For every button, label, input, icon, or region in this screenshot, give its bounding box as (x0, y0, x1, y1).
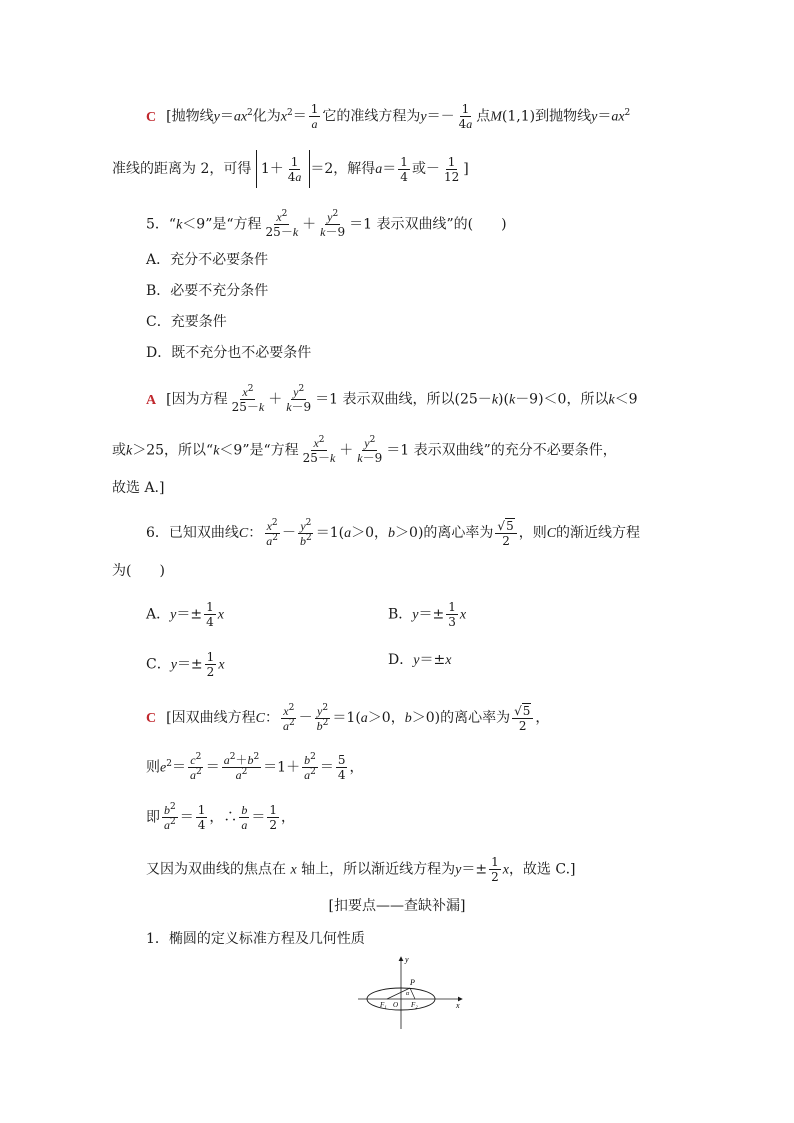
section-title: [扣要点——查缺补漏] (328, 898, 466, 914)
focal-line-2 (410, 988, 415, 999)
q6-solution-line-3: 即 $\frac{b^2}{a^2}$ ＝ $\frac{1}{4}$ ，∴ $\frac{b}{a}$ ＝ $\frac{1}{2}$ ， (146, 802, 296, 832)
q5-stem: 5．“k＜9”是“方程 $\frac{x^2}{25-k}$ ＋ $\frac{y^2}{k-9}$ ＝1 表示双曲线”的( ) (146, 209, 507, 239)
q6-option-b: B．y＝± $\frac{1}{3}$ x (388, 600, 467, 629)
q5-option-b: B．必要不充分条件 (146, 283, 269, 299)
q5-solution-line-2: 或k＞25，所以“k＜9”是“方程 $\frac{x^2}{25-k}$ ＋ $\frac{y^2}{k-9}$ ＝1 表示双曲线”的充分不必要条件， (112, 435, 617, 465)
q4-solution-line-1: C [抛物线$y=ax^2$化为$x^2=$ $\frac{1}{a}$ 它的准线方程为y＝－ $\frac{1}{4a}$ 点M(1,1)到抛物线$y=ax^2$ (146, 102, 631, 131)
q5-option-a: A．充分不必要条件 (146, 252, 269, 268)
answer-letter: C (146, 711, 157, 726)
section-item-1: 1．椭圆的定义标准方程及几何性质 (146, 931, 365, 947)
q5-option-d: D．既不充分也不必要条件 (146, 345, 312, 361)
f2-label: F₂ (411, 1001, 418, 1009)
q5-solution-line-1: A [因为方程 $\frac{x^2}{25-k}$ ＋ $\frac{y^2}{k-9}$ ＝1 表示双曲线，所以(25－k)(k－9)＜0，所以k＜9 (146, 384, 638, 414)
alpha-label: α (406, 991, 410, 997)
ellipse-figure (340, 953, 470, 1033)
y-axis-label: y (405, 955, 409, 964)
q6-stem: 6．已知双曲线C： $\frac{x^2}{a^2}$ － $\frac{y^2}{b^2}$ ＝1(a＞0，b＞0)的离心率为 $\frac{√5}{2}$ ，则C的渐近线方程 (146, 517, 641, 548)
answer-letter: C (146, 109, 157, 125)
q6-option-c: C．y＝± $\frac{1}{2}$ x (146, 650, 225, 679)
q4-solution-line-2: 准线的距离为 2，可得 1＋ $\frac{1}{4a}$ ＝2，解得a＝ $\frac{1}{4}$ 或－ $\frac{1}{12}$ ] (112, 150, 469, 188)
q5-option-c: C．充要条件 (146, 314, 227, 330)
absolute-value: 1＋ $\frac{1}{4a}$ (256, 150, 311, 188)
origin-label: O (393, 1001, 399, 1009)
q6-option-a: A．y＝± $\frac{1}{4}$ x (146, 600, 224, 629)
q6-option-d: D．y＝±x (388, 652, 452, 668)
q5-solution-line-3: 故选 A.] (112, 480, 165, 496)
fraction: $\frac{1}{4a}$ (458, 102, 473, 131)
point-p-label: P (410, 978, 415, 987)
fraction: $\frac{1}{4}$ (400, 154, 408, 184)
fraction: $\frac{1}{a}$ (310, 102, 319, 131)
q6-stem-cont: 为( ) (112, 563, 165, 579)
answer-letter: A (146, 392, 157, 408)
q6-solution-line-4: 又因为双曲线的焦点在 x 轴上，所以渐近线方程为y＝± $\frac{1}{2}$ x，故选 C.] (146, 855, 576, 884)
q6-solution-line-1: C [因双曲线方程C： $\frac{x^2}{a^2}$ － $\frac{y^2}{b^2}$ ＝1(a＞0，b＞0)的离心率为 $\frac{√5}{2}$ ， (146, 702, 550, 733)
f1-label: F₁ (380, 1001, 387, 1009)
x-axis-label: x (456, 1001, 460, 1010)
q6-solution-line-2: 则$e^2=$ $\frac{c^2}{a^2}$ ＝ $\frac{a^2+b^2}{a^2}$ ＝1＋ $\frac{b^2}{a^2}$ ＝ $\frac{5}{4}$ ， (146, 752, 364, 782)
fraction: $\frac{1}{12}$ (443, 154, 460, 184)
